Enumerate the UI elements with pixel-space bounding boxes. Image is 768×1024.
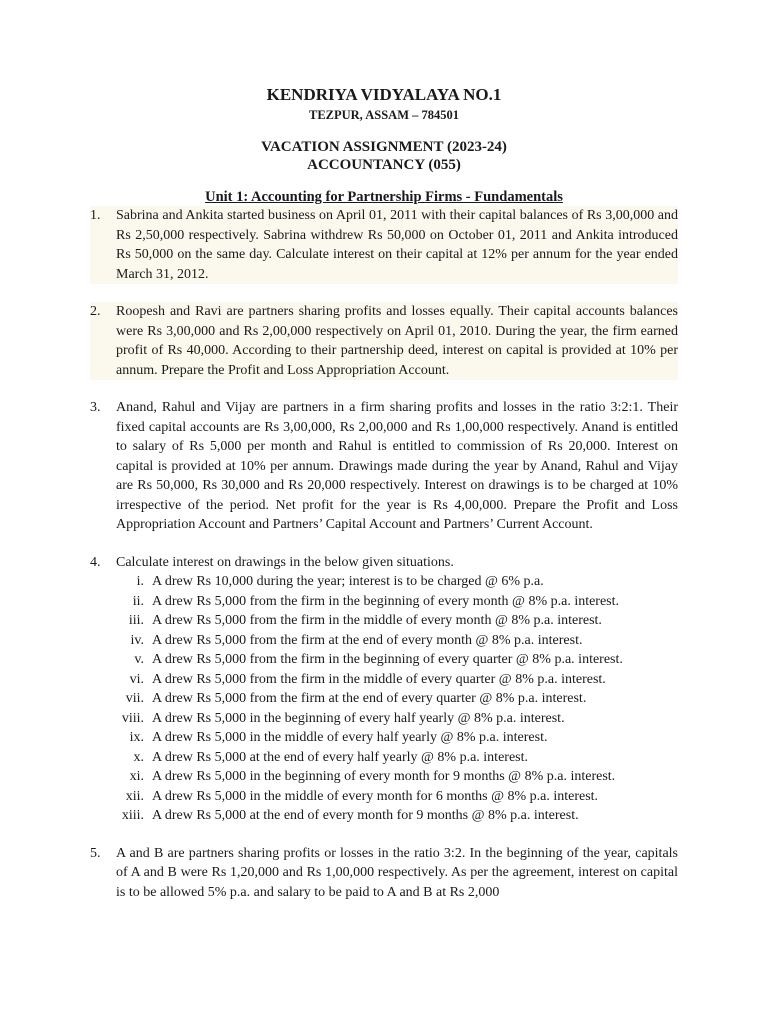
sub-question-list (116, 572, 678, 826)
sub-question-text: A drew Rs 5,000 from the firm in the beginning of every quarter @ 8% p.a. interest. (152, 652, 623, 667)
question-3 (90, 398, 678, 535)
question-text: Anand, Rahul and Vijay are partners in a firm sharing profits and losses in the ratio 3:2:1. Their fixed capital accounts are Rs 3,00,000, Rs 2,00,000 and Rs 1,00,000 respectively. Anand is entitled to salary of Rs 5,000 per month and Rahul is entitled to commission of Rs 20,000. Interest on capital is provided at 10% per annum. Drawings made during the year by Anand, Rahul and Vijay are Rs 50,000, Rs 30,000 and Rs 20,000 respectively. Interest on drawings is to be charged at 10% irrespective of the period. Net profit for the year is Rs 4,00,000. Prepare the Profit and Loss Appropriation Account and Partners’ Capital Account and Partners’ Current Account. (116, 400, 678, 532)
sub-question-number: iii. (128, 613, 144, 628)
sub-question-number: i. (136, 574, 144, 589)
sub-question-text: A drew Rs 5,000 from the firm in the middle of every month @ 8% p.a. interest. (152, 613, 602, 628)
question-5 (90, 844, 678, 903)
question-1 (90, 206, 678, 284)
sub-question (116, 572, 678, 592)
sub-question (116, 670, 678, 690)
question-number: 3. (90, 400, 101, 415)
question-number: 5. (90, 845, 101, 861)
school-address: TEZPUR, ASSAM – 784501 (308, 108, 460, 122)
sub-question-number: v. (134, 652, 144, 667)
sub-question-text: A drew Rs 5,000 in the beginning of every month for 9 months @ 8% p.a. interest. (152, 769, 616, 784)
sub-question-text: A drew Rs 5,000 from the firm at the end of every quarter @ 8% p.a. interest. (152, 691, 587, 706)
question-number: 2. (90, 304, 101, 319)
sub-question (116, 689, 678, 709)
sub-question (116, 787, 678, 807)
sub-question-number: ii. (132, 593, 144, 609)
sub-question-number: xi. (129, 769, 144, 784)
sub-question-text: A drew Rs 5,000 in the beginning of every half yearly @ 8% p.a. interest. (152, 710, 565, 726)
question-text: Sabrina and Ankita started business on April 01, 2011 with their capital balances of Rs 3,00,000 and Rs 2,50,000 respectively. Sabrina withdrew Rs 50,000 on October 01, 2011 and Ankita introduced Rs 50,000 on the same day. Calculate interest on their capital at 12% per annum for the year ended March 31, 2012. (116, 208, 678, 282)
sub-question (116, 806, 678, 826)
sub-question (116, 631, 678, 651)
document-header (90, 84, 678, 206)
sub-question (116, 611, 678, 631)
unit-heading: Unit 1: Accounting for Partnership Firms - Fundamentals (205, 189, 563, 205)
sub-question-text: A drew Rs 10,000 during the year; interest is to be charged @ 6% p.a. (152, 574, 544, 589)
sub-question (116, 767, 678, 787)
sub-question-text: A drew Rs 5,000 at the end of every month for 9 months @ 8% p.a. interest. (152, 808, 579, 823)
sub-question-text: A drew Rs 5,000 from the firm in the middle of every quarter @ 8% p.a. interest. (152, 671, 606, 687)
assignment-title: VACATION ASSIGNMENT (2023-24) (261, 139, 507, 155)
sub-question (116, 709, 678, 729)
sub-question-number: xiii. (121, 808, 144, 823)
sub-question-number: ix. (129, 730, 144, 745)
sub-question-text: A drew Rs 5,000 from the firm at the end of every month @ 8% p.a. interest. (152, 632, 583, 648)
sub-question-text: A drew Rs 5,000 from the firm in the beginning of every month @ 8% p.a. interest. (152, 593, 620, 609)
sub-question (116, 592, 678, 612)
question-text: Roopesh and Ravi are partners sharing profits and losses equally. Their capital accounts balances were Rs 3,00,000 and Rs 2,00,000 respectively on April 01, 2010. During the year, the firm earned profit of Rs 40,000. According to their partnership deed, interest on capital is provided at 10% per annum. Prepare the Profit and Loss Appropriation Account. (116, 304, 678, 378)
question-2 (90, 302, 678, 380)
sub-question-number: vii. (125, 691, 144, 706)
sub-question (116, 650, 678, 670)
sub-question-number: vi. (129, 671, 144, 687)
sub-question (116, 728, 678, 748)
question-text: Calculate interest on drawings in the below given situations. (116, 554, 454, 570)
school-name: KENDRIYA VIDYALAYA NO.1 (266, 85, 502, 104)
question-number: 4. (90, 554, 101, 570)
question-4 (90, 553, 678, 826)
question-text: A and B are partners sharing profits or losses in the ratio 3:2. In the beginning of the year, capitals of A and B were Rs 1,20,000 and Rs 1,00,000 respectively. As per the agreement, interest on capital is to be allowed 5% p.a. and salary to be paid to A and B at Rs 2,000 (116, 845, 678, 900)
sub-question-text: A drew Rs 5,000 in the middle of every month for 6 months @ 8% p.a. interest. (152, 788, 599, 804)
sub-question-number: x. (133, 749, 144, 765)
sub-question-number: viii. (121, 710, 144, 726)
sub-question-text: A drew Rs 5,000 at the end of every half yearly @ 8% p.a. interest. (152, 749, 529, 765)
question-list (90, 206, 678, 902)
sub-question-number: xii. (125, 788, 144, 804)
question-number: 1. (90, 208, 101, 223)
sub-question (116, 748, 678, 768)
sub-question-text: A drew Rs 5,000 in the middle of every half yearly @ 8% p.a. interest. (152, 730, 548, 745)
subject-title: ACCOUNTANCY (055) (307, 157, 461, 173)
sub-question-number: iv. (130, 632, 144, 648)
